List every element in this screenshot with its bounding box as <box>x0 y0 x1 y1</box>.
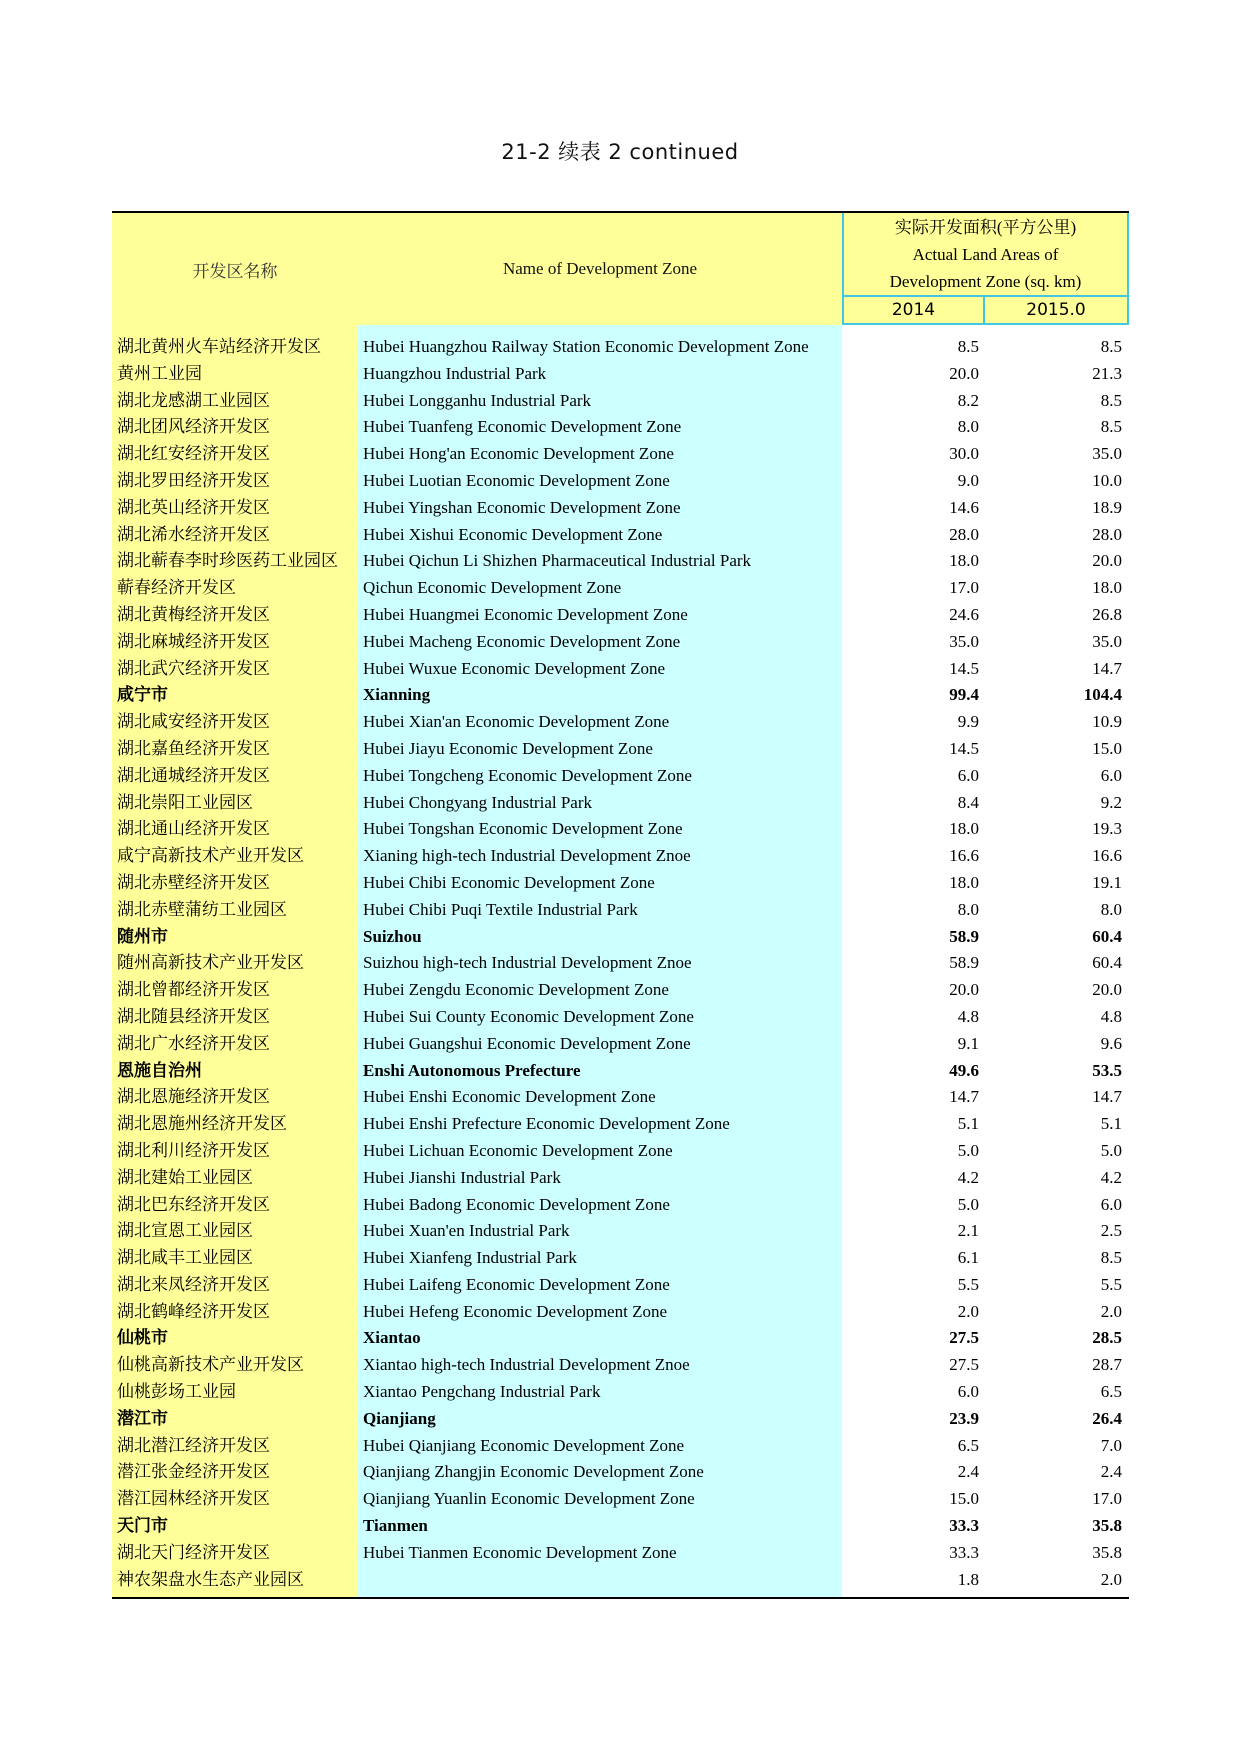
table-row <box>112 1379 1129 1406</box>
row-area-2014: 6.0 <box>957 765 979 785</box>
row-area-2014: 99.4 <box>949 685 979 705</box>
region-subtotal-row <box>112 1513 1129 1540</box>
row-area-2014: 15.0 <box>949 1489 979 1509</box>
row-area-2014: 2.0 <box>957 1301 979 1321</box>
row-english-name: Hubei Jiayu Economic Development Zone <box>358 736 842 763</box>
row-area-2015: 53.5 <box>1092 1060 1122 1080</box>
row-area-2015: 21.3 <box>1092 363 1122 383</box>
header-english-name: Name of Development Zone <box>358 213 842 325</box>
row-chinese-name: 随州高新技术产业开发区 <box>112 950 358 977</box>
row-english-name: Hubei Yingshan Economic Development Zone <box>358 495 842 522</box>
row-area-2015: 104.4 <box>1083 685 1122 705</box>
row-english-name: Hubei Xishui Economic Development Zone <box>358 522 842 549</box>
row-area-2015: 15.0 <box>1092 738 1122 758</box>
row-chinese-name: 湖北团风经济开发区 <box>112 414 358 441</box>
row-area-2015: 19.3 <box>1092 819 1122 839</box>
row-area-2015: 19.1 <box>1092 872 1122 892</box>
header-spacer <box>112 325 1129 334</box>
row-chinese-name: 黄州工业园 <box>112 361 358 388</box>
row-area-2015: 14.7 <box>1092 658 1122 678</box>
row-area-2014: 4.2 <box>957 1167 979 1187</box>
header-group-line-1: 实际开发面积(平方公里) <box>894 217 1077 237</box>
row-chinese-name: 湖北黄州火车站经济开发区 <box>112 334 358 361</box>
row-area-2014: 18.0 <box>949 872 979 892</box>
row-area-2014: 8.2 <box>957 390 979 410</box>
row-english-name: Hubei Huangmei Economic Development Zone <box>358 602 842 629</box>
development-zone-table <box>112 211 1129 1599</box>
region-subtotal-row <box>112 924 1129 951</box>
header-group-line-2: Actual Land Areas of <box>912 244 1059 264</box>
row-english-name: Hubei Macheng Economic Development Zone <box>358 629 842 656</box>
table-row <box>112 1433 1129 1460</box>
row-english-name: Hubei Qianjiang Economic Development Zone <box>358 1433 842 1460</box>
region-subtotal-row <box>112 682 1129 709</box>
row-english-name: Hubei Longganhu Industrial Park <box>358 388 842 415</box>
row-area-2014: 9.0 <box>957 470 979 490</box>
row-chinese-name: 湖北宣恩工业园区 <box>112 1218 358 1245</box>
table-row <box>112 1192 1129 1219</box>
table-header <box>112 213 1129 325</box>
row-chinese-name: 潜江张金经济开发区 <box>112 1459 358 1486</box>
row-chinese-name: 湖北赤壁蒲纺工业园区 <box>112 897 358 924</box>
row-area-2014: 18.0 <box>949 819 979 839</box>
table-row <box>112 1004 1129 1031</box>
row-chinese-name: 湖北英山经济开发区 <box>112 495 358 522</box>
row-english-name: Hubei Enshi Economic Development Zone <box>358 1084 842 1111</box>
table-row <box>112 388 1129 415</box>
row-english-name: Hubei Chibi Economic Development Zone <box>358 870 842 897</box>
row-area-2014: 9.9 <box>957 712 979 732</box>
row-area-2015: 4.2 <box>1100 1167 1122 1187</box>
row-area-2014: 14.6 <box>949 497 979 517</box>
row-english-name: Hubei Huangzhou Railway Station Economic Development Zone <box>358 334 842 361</box>
row-area-2014: 20.0 <box>949 980 979 1000</box>
row-chinese-name: 湖北通山经济开发区 <box>112 816 358 843</box>
row-english-name: Huangzhou Industrial Park <box>358 361 842 388</box>
row-area-2014: 14.5 <box>949 658 979 678</box>
table-row <box>112 709 1129 736</box>
row-area-2014: 6.5 <box>957 1435 979 1455</box>
row-area-2014: 5.5 <box>957 1274 979 1294</box>
row-chinese-name: 湖北蕲春李时珍医药工业园区 <box>112 548 358 575</box>
row-chinese-name: 随州市 <box>112 924 358 951</box>
table-row <box>112 1486 1129 1513</box>
row-area-2015: 2.4 <box>1100 1462 1122 1482</box>
row-chinese-name: 湖北浠水经济开发区 <box>112 522 358 549</box>
row-chinese-name: 潜江市 <box>112 1406 358 1433</box>
table-row <box>112 441 1129 468</box>
row-english-name: Hubei Xianfeng Industrial Park <box>358 1245 842 1272</box>
row-area-2014: 27.5 <box>949 1328 979 1348</box>
row-area-2015: 26.4 <box>1092 1408 1122 1428</box>
table-row <box>112 1299 1129 1326</box>
row-english-name: Qianjiang <box>358 1406 842 1433</box>
header-group-line-3: Development Zone (sq. km) <box>889 271 1082 291</box>
row-english-name: Hubei Tuanfeng Economic Development Zone <box>358 414 842 441</box>
row-area-2014: 17.0 <box>949 578 979 598</box>
table-row <box>112 870 1129 897</box>
row-area-2015: 17.0 <box>1092 1489 1122 1509</box>
row-english-name: Xianing high-tech Industrial Development Znoe <box>358 843 842 870</box>
row-area-2015: 16.6 <box>1092 846 1122 866</box>
row-area-2014: 8.5 <box>957 337 979 356</box>
row-chinese-name: 潜江园林经济开发区 <box>112 1486 358 1513</box>
row-chinese-name: 湖北天门经济开发区 <box>112 1540 358 1567</box>
row-area-2014: 6.0 <box>957 1382 979 1402</box>
row-area-2014: 2.1 <box>957 1221 979 1241</box>
row-area-2015: 7.0 <box>1100 1435 1122 1455</box>
table-row <box>112 414 1129 441</box>
row-area-2014: 4.8 <box>957 1006 979 1026</box>
table-row <box>112 763 1129 790</box>
table-row <box>112 656 1129 683</box>
row-english-name: Hubei Lichuan Economic Development Zone <box>358 1138 842 1165</box>
table-row <box>112 1031 1129 1058</box>
table-row <box>112 897 1129 924</box>
row-area-2015: 2.0 <box>1100 1301 1122 1321</box>
table-row <box>112 1218 1129 1245</box>
row-english-name: Hubei Zengdu Economic Development Zone <box>358 977 842 1004</box>
region-subtotal-row <box>112 1406 1129 1433</box>
table-row <box>112 1138 1129 1165</box>
row-area-2014: 9.1 <box>957 1033 979 1053</box>
row-chinese-name: 湖北通城经济开发区 <box>112 763 358 790</box>
table-row <box>112 1165 1129 1192</box>
row-area-2015: 18.0 <box>1092 578 1122 598</box>
table-row <box>112 1245 1129 1272</box>
row-chinese-name: 湖北咸丰工业园区 <box>112 1245 358 1272</box>
row-area-2014: 28.0 <box>949 524 979 544</box>
row-english-name <box>358 1567 842 1594</box>
page-title: 21-2 续表 2 continued <box>501 140 739 164</box>
row-english-name: Xiantao Pengchang Industrial Park <box>358 1379 842 1406</box>
row-chinese-name: 湖北赤壁经济开发区 <box>112 870 358 897</box>
row-english-name: Hubei Qichun Li Shizhen Pharmaceutical Industrial Park <box>358 548 842 575</box>
table-bottom-pad <box>112 1593 1129 1597</box>
row-english-name: Hubei Tongshan Economic Development Zone <box>358 816 842 843</box>
table-row <box>112 548 1129 575</box>
row-area-2015: 6.0 <box>1100 1194 1122 1214</box>
region-subtotal-row <box>112 1325 1129 1352</box>
row-english-name: Hubei Wuxue Economic Development Zone <box>358 656 842 683</box>
row-area-2015: 6.5 <box>1100 1382 1122 1402</box>
row-chinese-name: 湖北红安经济开发区 <box>112 441 358 468</box>
row-area-2014: 20.0 <box>949 363 979 383</box>
row-chinese-name: 湖北黄梅经济开发区 <box>112 602 358 629</box>
row-area-2015: 2.5 <box>1100 1221 1122 1241</box>
row-area-2015: 28.0 <box>1092 524 1122 544</box>
row-chinese-name: 湖北武穴经济开发区 <box>112 656 358 683</box>
table-row <box>112 1111 1129 1138</box>
table-row <box>112 1459 1129 1486</box>
row-area-2014: 23.9 <box>949 1408 979 1428</box>
table-row <box>112 361 1129 388</box>
table-row <box>112 468 1129 495</box>
row-english-name: Qianjiang Zhangjin Economic Development Zone <box>358 1459 842 1486</box>
row-area-2015: 8.5 <box>1100 337 1122 356</box>
row-area-2015: 5.0 <box>1100 1140 1122 1160</box>
row-area-2014: 14.7 <box>949 1087 979 1107</box>
row-chinese-name: 湖北咸安经济开发区 <box>112 709 358 736</box>
row-area-2014: 30.0 <box>949 444 979 464</box>
table-body <box>112 334 1129 1593</box>
row-area-2015: 60.4 <box>1092 953 1122 973</box>
table-row <box>112 736 1129 763</box>
row-chinese-name: 湖北巴东经济开发区 <box>112 1192 358 1219</box>
row-english-name: Enshi Autonomous Prefecture <box>358 1058 842 1085</box>
row-chinese-name: 湖北嘉鱼经济开发区 <box>112 736 358 763</box>
row-english-name: Hubei Guangshui Economic Development Zone <box>358 1031 842 1058</box>
row-chinese-name: 湖北利川经济开发区 <box>112 1138 358 1165</box>
table-row <box>112 1352 1129 1379</box>
row-chinese-name: 湖北罗田经济开发区 <box>112 468 358 495</box>
row-chinese-name: 湖北来凤经济开发区 <box>112 1272 358 1299</box>
row-english-name: Hubei Tianmen Economic Development Zone <box>358 1540 842 1567</box>
header-chinese-name: 开发区名称 <box>112 213 358 325</box>
table-row <box>112 1084 1129 1111</box>
row-chinese-name: 湖北恩施州经济开发区 <box>112 1111 358 1138</box>
row-area-2015: 60.4 <box>1092 926 1122 946</box>
row-english-name: Hubei Xian'an Economic Development Zone <box>358 709 842 736</box>
row-area-2015: 35.8 <box>1092 1542 1122 1562</box>
row-area-2014: 18.0 <box>949 551 979 571</box>
row-english-name: Hubei Hefeng Economic Development Zone <box>358 1299 842 1326</box>
row-area-2015: 2.0 <box>1100 1569 1122 1589</box>
row-area-2014: 8.0 <box>957 417 979 437</box>
table-row <box>112 1272 1129 1299</box>
table-row <box>112 334 1129 361</box>
row-english-name: Tianmen <box>358 1513 842 1540</box>
row-english-name: Xianning <box>358 682 842 709</box>
table-row <box>112 522 1129 549</box>
row-area-2014: 1.8 <box>957 1569 979 1589</box>
table-row <box>112 495 1129 522</box>
row-area-2015: 9.2 <box>1100 792 1122 812</box>
row-english-name: Hubei Sui County Economic Development Zone <box>358 1004 842 1031</box>
row-area-2015: 35.0 <box>1092 444 1122 464</box>
row-english-name: Hubei Enshi Prefecture Economic Development Zone <box>358 1111 842 1138</box>
row-english-name: Qichun Economic Development Zone <box>358 575 842 602</box>
row-chinese-name: 蕲春经济开发区 <box>112 575 358 602</box>
row-english-name: Hubei Tongcheng Economic Development Zone <box>358 763 842 790</box>
row-english-name: Hubei Luotian Economic Development Zone <box>358 468 842 495</box>
row-english-name: Hubei Badong Economic Development Zone <box>358 1192 842 1219</box>
row-english-name: Hubei Chongyang Industrial Park <box>358 790 842 817</box>
row-chinese-name: 湖北潜江经济开发区 <box>112 1433 358 1460</box>
row-chinese-name: 湖北龙感湖工业园区 <box>112 388 358 415</box>
table-row <box>112 843 1129 870</box>
row-area-2014: 27.5 <box>949 1355 979 1375</box>
row-english-name: Suizhou high-tech Industrial Development Znoe <box>358 950 842 977</box>
row-area-2014: 5.0 <box>957 1194 979 1214</box>
row-english-name: Hubei Xuan'en Industrial Park <box>358 1218 842 1245</box>
row-area-2015: 5.5 <box>1100 1274 1122 1294</box>
row-area-2015: 10.0 <box>1092 470 1122 490</box>
row-area-2015: 20.0 <box>1092 980 1122 1000</box>
row-english-name: Hubei Chibi Puqi Textile Industrial Park <box>358 897 842 924</box>
row-chinese-name: 湖北建始工业园区 <box>112 1165 358 1192</box>
table-row <box>112 1540 1129 1567</box>
header-year-2015: 2015.0 <box>985 297 1129 325</box>
header-year-2014: 2014 <box>842 297 985 325</box>
row-area-2015: 14.7 <box>1092 1087 1122 1107</box>
row-area-2015: 8.5 <box>1100 1248 1122 1268</box>
table-row <box>112 629 1129 656</box>
row-chinese-name: 仙桃高新技术产业开发区 <box>112 1352 358 1379</box>
row-area-2015: 26.8 <box>1092 604 1122 624</box>
table-row <box>112 950 1129 977</box>
row-area-2014: 49.6 <box>949 1060 979 1080</box>
row-area-2014: 8.0 <box>957 899 979 919</box>
row-area-2015: 20.0 <box>1092 551 1122 571</box>
row-area-2014: 5.1 <box>957 1114 979 1134</box>
row-area-2015: 4.8 <box>1100 1006 1122 1026</box>
row-chinese-name: 湖北广水经济开发区 <box>112 1031 358 1058</box>
row-area-2015: 35.0 <box>1092 631 1122 651</box>
table-row <box>112 1567 1129 1594</box>
table-row <box>112 790 1129 817</box>
row-english-name: Suizhou <box>358 924 842 951</box>
row-area-2015: 8.5 <box>1100 417 1122 437</box>
region-subtotal-row <box>112 1058 1129 1085</box>
row-area-2014: 58.9 <box>949 926 979 946</box>
row-chinese-name: 湖北崇阳工业园区 <box>112 790 358 817</box>
row-english-name: Qianjiang Yuanlin Economic Development Zone <box>358 1486 842 1513</box>
row-english-name: Hubei Jianshi Industrial Park <box>358 1165 842 1192</box>
row-chinese-name: 天门市 <box>112 1513 358 1540</box>
row-area-2014: 58.9 <box>949 953 979 973</box>
row-chinese-name: 仙桃彭场工业园 <box>112 1379 358 1406</box>
row-chinese-name: 恩施自治州 <box>112 1058 358 1085</box>
row-area-2014: 33.3 <box>949 1542 979 1562</box>
row-area-2014: 5.0 <box>957 1140 979 1160</box>
row-chinese-name: 咸宁高新技术产业开发区 <box>112 843 358 870</box>
table-row <box>112 816 1129 843</box>
row-chinese-name: 湖北随县经济开发区 <box>112 1004 358 1031</box>
row-area-2015: 35.8 <box>1092 1516 1122 1536</box>
row-area-2015: 6.0 <box>1100 765 1122 785</box>
row-area-2015: 8.5 <box>1100 390 1122 410</box>
row-chinese-name: 神农架盘水生态产业园区 <box>112 1567 358 1594</box>
table-row <box>112 977 1129 1004</box>
row-area-2015: 8.0 <box>1100 899 1122 919</box>
row-english-name: Hubei Laifeng Economic Development Zone <box>358 1272 842 1299</box>
row-area-2015: 5.1 <box>1100 1114 1122 1134</box>
table-row <box>112 602 1129 629</box>
row-area-2015: 9.6 <box>1100 1033 1122 1053</box>
row-chinese-name: 湖北鹤峰经济开发区 <box>112 1299 358 1326</box>
row-area-2015: 10.9 <box>1092 712 1122 732</box>
row-area-2015: 28.7 <box>1092 1355 1122 1375</box>
header-land-area-group <box>842 213 1129 297</box>
row-area-2014: 24.6 <box>949 604 979 624</box>
row-area-2015: 18.9 <box>1092 497 1122 517</box>
row-english-name: Hubei Hong'an Economic Development Zone <box>358 441 842 468</box>
row-area-2014: 14.5 <box>949 738 979 758</box>
row-english-name: Xiantao high-tech Industrial Development Znoe <box>358 1352 842 1379</box>
row-chinese-name: 湖北恩施经济开发区 <box>112 1084 358 1111</box>
row-english-name: Xiantao <box>358 1325 842 1352</box>
row-area-2014: 35.0 <box>949 631 979 651</box>
row-area-2014: 16.6 <box>949 846 979 866</box>
row-area-2015: 28.5 <box>1092 1328 1122 1348</box>
row-chinese-name: 仙桃市 <box>112 1325 358 1352</box>
row-chinese-name: 湖北麻城经济开发区 <box>112 629 358 656</box>
row-area-2014: 6.1 <box>957 1248 979 1268</box>
table-row <box>112 575 1129 602</box>
row-chinese-name: 湖北曾都经济开发区 <box>112 977 358 1004</box>
row-area-2014: 8.4 <box>957 792 979 812</box>
row-area-2014: 33.3 <box>949 1516 979 1536</box>
row-chinese-name: 咸宁市 <box>112 682 358 709</box>
row-area-2014: 2.4 <box>957 1462 979 1482</box>
